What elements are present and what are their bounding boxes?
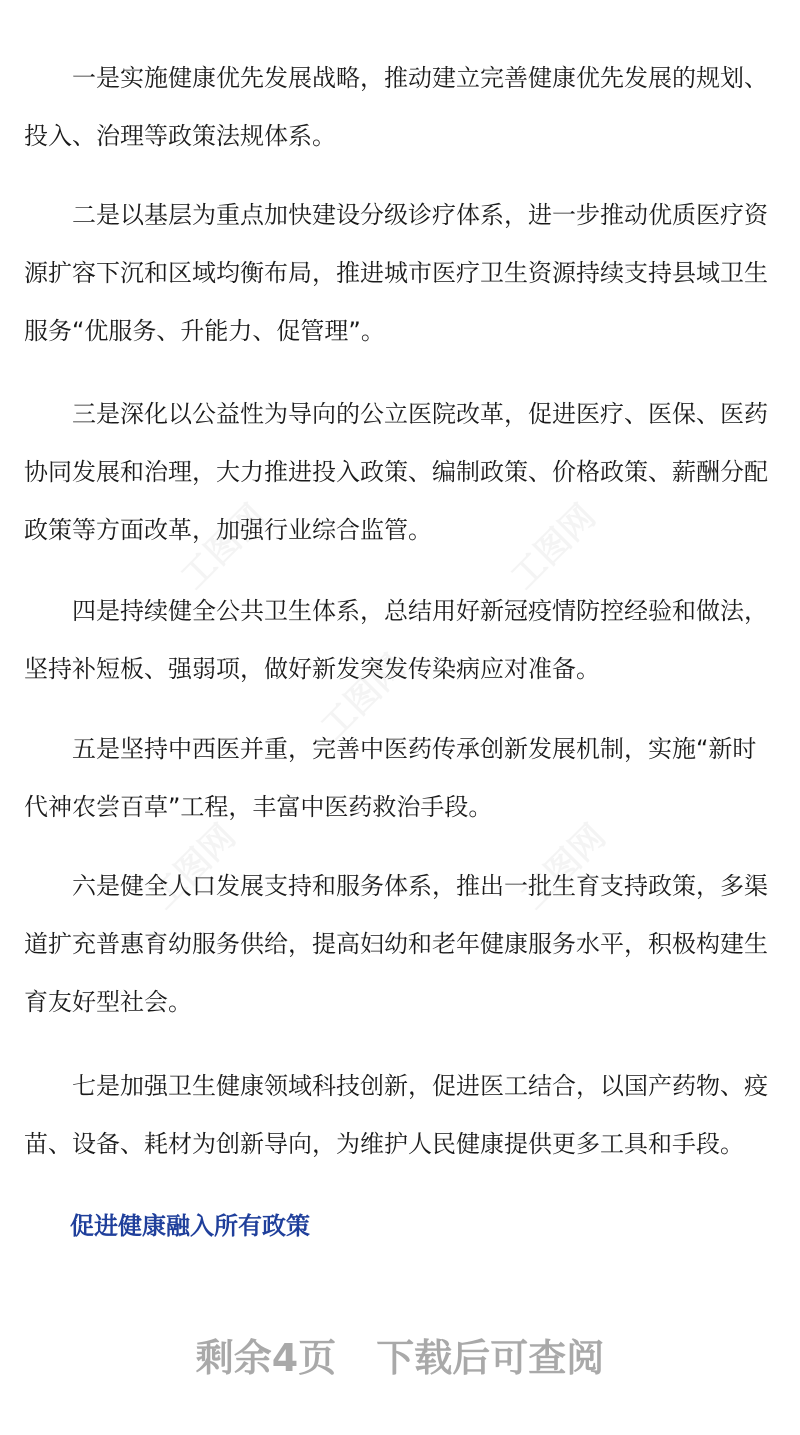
watermark-logo: 工图网 — [143, 816, 244, 918]
watermark-logo: 工图网 — [513, 816, 614, 918]
watermark-logo: 工图网 — [503, 496, 604, 598]
paragraph-3: 三是深化以公益性为导向的公立医院改革，促进医疗、医保、医药协同发展和治理，大力推进投入政策、编制政策、价格政策、薪酬分配政策等方面改革，加强行业综合监管。 — [24, 400, 768, 544]
paragraph-1: 一是实施健康优先发展战略，推动建立完善健康优先发展的规划、投入、治理等政策法规体系。 — [24, 64, 768, 150]
paragraph-6: 六是健全人口发展支持和服务体系，推出一批生育支持政策，多渠道扩充普惠育幼服务供给，提高妇幼和老年健康服务水平，积极构建生育友好型社会。 — [24, 872, 768, 1016]
paragraph-7: 七是加强卫生健康领域科技创新，促进医工结合，以国产药物、疫苗、设备、耗材为创新导向，为维护人民健康提供更多工具和手段。 — [24, 1072, 768, 1158]
watermark-logo: 工图网 — [173, 496, 274, 598]
paragraph-5: 五是坚持中西医并重，完善中医药传承创新发展机制，实施“新时代神农尝百草”工程，丰富中医药救治手段。 — [24, 735, 757, 821]
paragraph-2: 二是以基层为重点加快建设分级诊疗体系，进一步推动优质医疗资源扩容下沉和区域均衡布局，推进城市医疗卫生资源持续支持县域卫生服务“优服务、升能力、促管理”。 — [24, 201, 768, 345]
download-banner[interactable] — [0, 1330, 800, 1386]
download-to-view-text: 下载后可查阅 — [376, 1336, 605, 1380]
section-heading: 促进健康融入所有政策 — [70, 1212, 310, 1240]
remaining-pages-text: 剩余4页 — [195, 1336, 337, 1380]
paragraph-4: 四是持续健全公共卫生体系，总结用好新冠疫情防控经验和做法，坚持补短板、强弱项，做好新发突发传染病应对准备。 — [24, 597, 768, 683]
watermark-logo: 工图网 — [313, 646, 414, 748]
